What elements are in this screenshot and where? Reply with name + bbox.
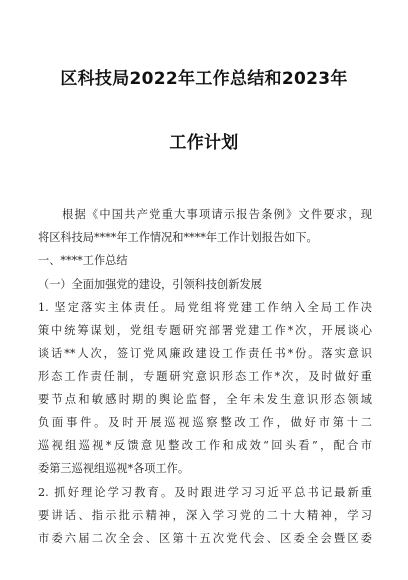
subsection-heading: （一）全面加强党的建设，引领科技创新发展	[38, 278, 262, 291]
paragraph-line: 巡视组巡视*反馈意见整改工作和成效“回头看”，配合市	[38, 439, 372, 452]
paragraph-line: 要节点和敏感时期的舆论监督，全年未发生意识形态领域	[38, 393, 372, 406]
document-title-line-2: 工作计划	[169, 133, 239, 153]
document-title-line-1: 区科技局2022年工作总结和2023年	[60, 69, 348, 89]
paragraph-line: 形态工作责任制，专题研究意识形态工作*次，及时做好重	[38, 370, 372, 383]
paragraph-line: 2. 抓好理论学习教育。及时跟进学习习近平总书记最新重	[38, 486, 372, 499]
paragraph-line: 负面事件。及时开展巡视巡察整改工作，做好市第十二	[38, 416, 372, 429]
paragraph-line: 谈话**人次，签订党风廉政建设工作责任书*份。落实意识	[38, 347, 372, 360]
paragraph-line: 委第三巡视组巡视*各项工作。	[38, 462, 190, 475]
intro-line: 将区科技局****年工作情况和****年工作计划报告如下。	[38, 231, 318, 244]
intro-line: 根据《中国共产党重大事项请示报告条例》文件要求，现	[62, 208, 372, 221]
section-heading: 一、****工作总结	[38, 254, 128, 267]
paragraph-line: 策中统筹谋划，党组专题研究部署党建工作*次，开展谈心	[38, 324, 372, 337]
paragraph-line: 1. 坚定落实主体责任。局党组将党建工作纳入全局工作决	[38, 301, 372, 314]
paragraph-line: 要讲话、指示批示精神，深入学习党的二十大精神，学习	[38, 509, 372, 522]
paragraph-line: 市委六届二次全会、区第十五次党代会、区委全会暨区委	[38, 532, 372, 545]
